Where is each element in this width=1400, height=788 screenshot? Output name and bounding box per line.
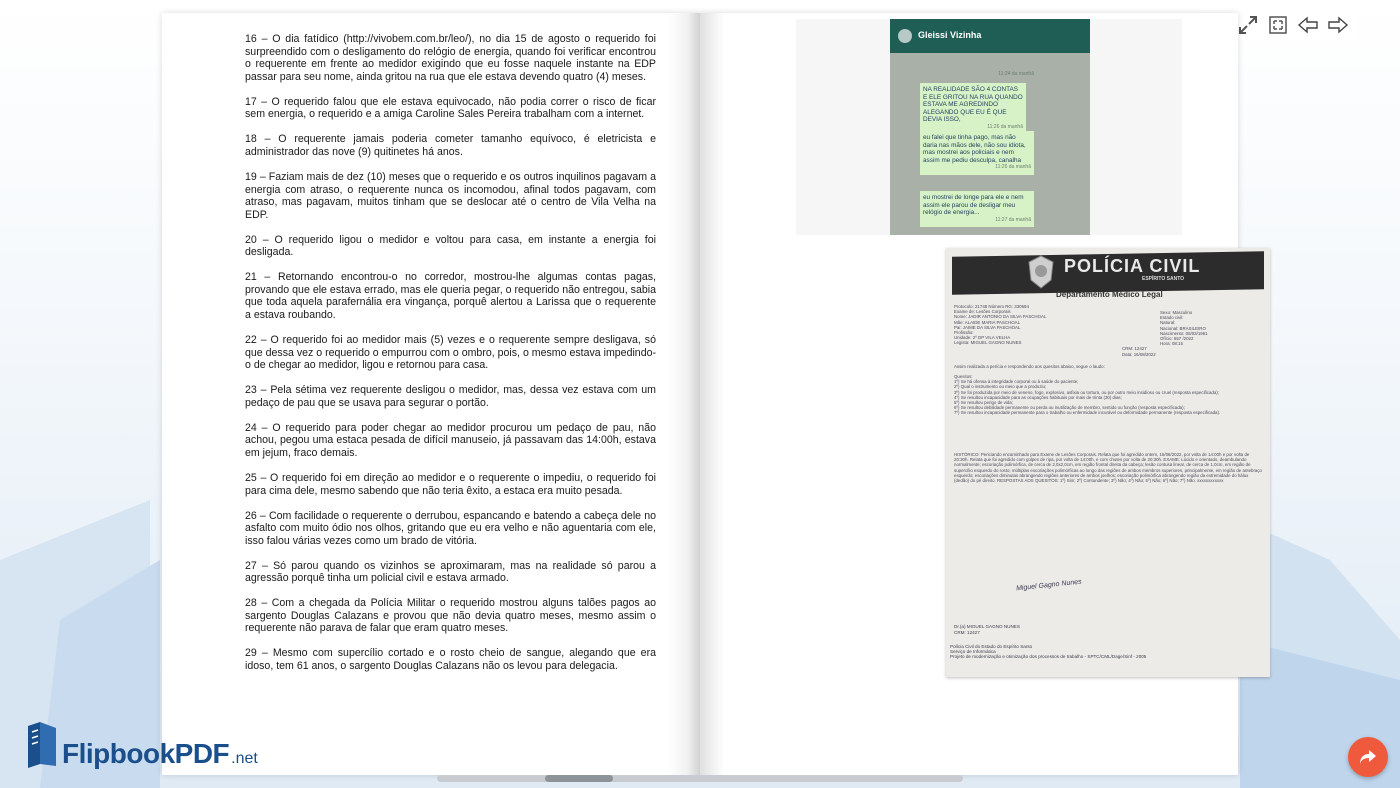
paragraph-24: 24 – O requerido para poder chegar ao medidor procurou um pedaço de pau, não achou, pegou uma estaca pesada de difícil manuseio, já passavam das 14:00h, estava em jejum, fraco demais.: [245, 421, 656, 459]
spine-shadow-right: [700, 13, 724, 775]
document-crm: CRM: 12427: [1122, 346, 1147, 351]
paragraph-16: 16 – O dia fatídico (http://vivobem.com.br/leo/), no dia 15 de agosto o requerido foi surpreendido com o desligamento do relógio de energia, quando foi verificar encontrou o requerente em frente ao medidor exigindo que eu fosse naquele instante na EDP passar para seu nome, ainda gritou na rua que ele estava devendo quatro (4) meses.: [245, 33, 656, 83]
document-title: POLÍCIA CIVIL: [1064, 256, 1201, 276]
document-signer-crm: CRM: 12427: [954, 630, 980, 635]
paragraph-23: 23 – Pela sétima vez requerente desligou o medidor, mas, dessa vez estava com um pedaço de pau que se usava para segurar o portão.: [245, 384, 656, 409]
avatar: [898, 29, 912, 43]
paragraph-27: 27 – Só parou quando os vizinhos se aproximaram, mas na realidade só parou a agressão porquê tinha um policial civil e estava armado.: [245, 559, 656, 585]
fullscreen-icon: [1267, 14, 1289, 36]
paragraph-29: 29 – Mesmo com supercílio cortado e o rosto cheio de sangue, alegando que era idoso, tem 61 anos, o sargento Douglas Calazans não os levou para delegacia.: [245, 647, 656, 673]
flipbook: [162, 13, 1262, 775]
whatsapp-screenshot: [890, 19, 1090, 235]
logo-suffix: .net: [231, 750, 258, 767]
page-scrollbar[interactable]: [437, 775, 963, 782]
left-page-text: [245, 33, 656, 685]
expand-button[interactable]: [1236, 13, 1260, 37]
book-logo-icon: [24, 720, 60, 770]
document-subtitle: ESPÍRITO SANTO: [1142, 276, 1185, 282]
chat-contact-name: Gleissi Vizinha: [918, 30, 982, 40]
previous-page-button[interactable]: [1296, 13, 1320, 37]
paragraph-19: 19 – Faziam mais de dez (10) meses que o requerido e os outros inquilinos pagavam a energia com atraso, o requerente nunca os incomodou, afinal todos pagavam, com atraso, mas pagavam, muitos tinham que se deslocar até o centro de Vila Velha na EDP.: [245, 170, 656, 221]
left-page[interactable]: [162, 13, 700, 775]
document-questions: Quesitos: 1º) Se há ofensa à integridade corporal ou à saúde do paciente; 2º) Qual o instrumento ou meio que a produziu; 3º) Se foi produzida por meio de veneno, fogo, explosivo, asfixia ou tortura, ou por outro meio insidioso ou cruel (resposta especificada); 4º) Se resultou incapacidade para as ocupações habituais por mais de trinta (30) dias; 5º) Se resultou perigo de vida; 6º) Se resultou debilidade permanente ou perda ou inutilização de membro, sentido ou função (resposta especificada); 7º) Se resultou incapacidade permanente para o trabalho ou enfermidade incurável ou deformidade permanente (resposta especificada).: [954, 374, 1221, 416]
paragraph-28: 28 – Com a chegada da Polícia Militar o requerido mostrou alguns talões pagos ao sargento Douglas Calazans e provou que não devia quatro meses, mesmo assim o requerente não parava de falar que eram quatro meses.: [245, 597, 656, 635]
expand-icon: [1237, 14, 1259, 36]
flipbookpdf-logo[interactable]: [24, 718, 258, 770]
next-arrow-icon: [1327, 14, 1349, 36]
chat-message: eu falei que tinha pago, mas não daria nas mãos dele, não sou idiota, mas mostrei aos policiais e nem assim me pediu desculpa, canalha 11:26 da manhã: [920, 131, 1034, 175]
chat-top-time: 11:24 da manhã: [998, 71, 1034, 77]
paragraph-18: 18 – O requerente jamais poderia cometer tamanho equívoco, é eletricista e administrador das nove (9) quitinetes há anos.: [245, 133, 656, 158]
document-history: HISTÓRICO: Periciando encaminhado para Exame de Lesões Corporais. Relata que foi agredido ontem, 15/08/2022, por volta de 14:00h e por volta de 20:30h. Relata que foi agredido com golpes de ripa, por volta de 14:00h, e com chutes por volta de 20:30h. EXAME: Lúcido e orientado, deambulando normalmente; escoriação polimórfica, de cerca de 2,0x2,0cm, em região frontal direita da cabeça; lesão contusa linear, de cerca de 1,0cm, em região de supercílio esquerdo do rosto; múltiplas escoriações polimórficas ao longo das regiões de ambos membros superiores, principalmente, em região de antebraço esquerdo; escoriações diminutas abrangendo regiões anteriores de ambos joelhos; escoriação polimórfica abrangendo região da extremidade do hálux (dedão) do pé direito. RESPOSTAS AOS QUESITOS: 1º) Sim; 2º) Contundente; 3º) Não; 4º) Não; 5º) Não; 6º) Não; 7º) Não. xxxxxxxxxxxx: [954, 452, 1262, 484]
paragraph-25: 25 – O requerido foi em direção ao medidor e o requerente o impediu, o requerido foi para cima dele, mesmo sabendo que não teria êxito, a estaca era muito pesada.: [245, 471, 656, 497]
share-icon: [1358, 747, 1378, 767]
spine-shadow-left: [667, 13, 700, 775]
document-department: Departamento Médico Legal: [1056, 290, 1163, 299]
medical-report-photo: [946, 248, 1270, 677]
paragraph-17: 17 – O requerido falou que ele estava equivocado, não podia correr o risco de ficar sem energia, o requerido e a amiga Caroline Sales Pereira trabalham com a internet.: [245, 95, 656, 121]
signature: Miguel Gagno Nunes: [1015, 578, 1082, 593]
document-signer: Dr.(a) MIGUEL GAGNO NUNES: [954, 624, 1020, 629]
police-badge-icon: [1026, 254, 1056, 290]
document-date: Data: 16/08/2022: [1122, 352, 1156, 357]
chat-header: [890, 19, 1090, 53]
fullscreen-button[interactable]: [1266, 13, 1290, 37]
logo-text: FlipbookPDF: [62, 738, 230, 769]
chat-message: eu mostrei de longe para ele e nem assim ele parou de desligar meu relógio de energia... 11:27 da manhã: [920, 191, 1034, 227]
paragraph-20: 20 – O requerido ligou o medidor e voltou para casa, em instante a energia foi desligada.: [245, 233, 656, 259]
paragraph-22: 22 – O requerido foi ao medidor mais (5) vezes e o requerente sempre desligava, só que dessa vez o requerido o empurrou com o ombro, pois, o mesmo estava impedindo-o de chegar ao medidor, ligou e retornou para casa.: [245, 334, 657, 372]
chat-body: [890, 53, 1090, 235]
right-page[interactable]: [700, 13, 1262, 775]
chat-message: NA REALIDADE SÃO 4 CONTAS E ELE GRITOU NA RUA QUANDO ESTAVA ME AGREDINDO ALEGANDO QUE EU É QUE DEVIA ISSO, 11:26 da manhã: [920, 83, 1026, 135]
share-button[interactable]: [1348, 737, 1388, 777]
document-footer: Polícia Civil do Estado do Espírito Santo Serviço de Informática Projeto de modernização e otimização dos processos de trabalho - SPTC/CML/Dage/Sinf - 2005: [950, 644, 1147, 659]
document-fields-left: Protocolo: 21748 Número RG: 330594 Exame de: Lesões Corporais Nome: JADIR ANTONIO DA SILVA PASCHOAL Mãe: ALAIDE MARIA PASCHOAL Pai: JAIME DA SILVA PASCHOAL Profissão: Unidade: 2º DP VILA VELHA Legista: MIGUEL GAGNO NUNES: [954, 304, 1047, 346]
prev-arrow-icon: [1297, 14, 1319, 36]
scrollbar-thumb[interactable]: [545, 775, 613, 782]
paragraph-21: 21 – Retornando encontrou-o no corredor, mostrou-lhe algumas contas pagas, provando que ele estava errado, mas ele queria pegar, o requerido não entregou, sabia que toda aquela parafernália era vingança, porquê alertou a Larissa que o requerente a estava roubando.: [245, 271, 656, 322]
next-page-button[interactable]: [1326, 13, 1350, 37]
document-intro: Assim realizada a perícia e respondendo aos quesitos abaixo, segue o laudo:: [954, 364, 1105, 369]
paragraph-26: 26 – Com facilidade o requerente o derrubou, espancando e batendo a cabeça dele no asfalto com muito ódio nos olhos, gritando que eu era velho e não aguentaria com ele, isso falou várias vezes como um brado de vitória.: [245, 509, 656, 547]
document-fields-right: Sexo: Masculino Estado civil: Natural: Nacional: BRASILEIRO Nascimento: 05/03/1961 Ofício: 657 /2022 Hora: 08:15: [1160, 310, 1208, 347]
